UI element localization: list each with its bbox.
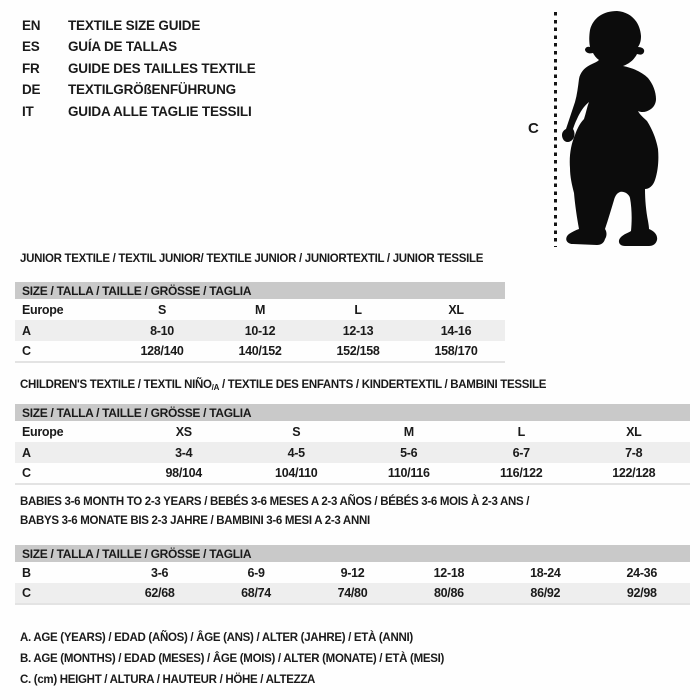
size-cell: 122/128 [612,466,656,480]
table-row [15,463,690,484]
size-cell: M [254,302,266,317]
babies-size-table [15,545,690,605]
size-cell: 6-9 [247,565,265,580]
language-title: TEXTILE SIZE GUIDE [68,18,201,33]
size-cell: XS [175,424,192,439]
table-row [15,421,690,442]
height-dotted-line [554,12,557,247]
size-cell: 3-6 [151,565,169,580]
note-age-months: B. AGE (MONTHS) / EDAD (MESES) / ÂGE (MOIS) / ALTER (MONATE) / ETÀ (MESI) [20,652,445,665]
language-row [22,36,256,57]
language-row [22,58,256,79]
height-measure-label: C [528,120,539,137]
table-row [15,442,690,463]
size-cell: M [403,424,414,439]
size-cell: 116/122 [500,466,543,480]
size-cell: 68/74 [208,583,304,604]
babies-title-line2: BABYS 3-6 MONATE BIS 2-3 JAHRE / BAMBINI 3-6 MESI A 2-3 ANNI [20,514,370,527]
size-table-header: SIZE / TALLA / TAILLE / GRÖSSE / TAGLIA [15,404,690,421]
size-cell: 10-12 [211,320,309,341]
size-cell: 14-16 [407,320,505,341]
table-row [15,341,505,362]
size-cell: XL [626,424,642,439]
size-cell: 8-10 [113,320,211,341]
row-label: Europe [22,424,64,439]
size-cell: 4-5 [240,442,353,463]
size-cell: 98/104 [165,466,202,480]
size-table-header: SIZE / TALLA / TAILLE / GRÖSSE / TAGLIA [15,545,690,562]
size-cell: 140/152 [238,344,282,358]
language-code: EN [22,18,41,33]
children-section-title [20,376,546,398]
size-cell: L [517,424,525,439]
size-cell: 3-4 [128,442,241,463]
language-code: FR [22,60,40,76]
size-cell: S [292,424,301,439]
language-row [22,101,256,122]
language-code: ES [22,39,40,55]
size-cell: 92/98 [594,583,690,604]
size-cell: 74/80 [304,583,400,604]
row-label: C [15,583,111,604]
language-list [22,15,256,122]
note-age-years: A. AGE (YEARS) / EDAD (AÑOS) / ÂGE (ANS) / ALTER (JAHRE) / ETÀ (ANNI) [20,632,413,644]
note-height-cm: C. (cm) HEIGHT / ALTURA / HAUTEUR / HÖHE / ALTEZZA [20,673,316,686]
table-row [15,320,505,341]
size-cell: 104/110 [275,466,318,480]
size-cell: 12-18 [433,565,465,580]
children-size-table [15,404,690,485]
size-cell: 24-36 [626,565,657,580]
size-cell: 158/170 [434,344,478,358]
size-cell: 9-12 [340,565,365,580]
children-title-sub: /A [211,383,220,392]
size-cell: 152/158 [336,344,380,358]
table-row [15,562,690,583]
junior-size-table [15,282,505,363]
size-table-header: SIZE / TALLA / TAILLE / GRÖSSE / TAGLIA [15,282,505,299]
size-cell: 110/116 [387,466,430,480]
babies-section-title [20,493,529,530]
size-cell: L [354,302,362,317]
size-cell: XL [448,302,464,317]
children-title-pre: CHILDREN'S TEXTILE / TEXTIL NIÑO [20,379,212,391]
row-label: A [15,442,128,463]
language-title: GUIDA ALLE TAGLIE TESSILI [68,103,252,119]
junior-section-title: JUNIOR TEXTILE / TEXTIL JUNIOR/ TEXTILE JUNIOR / JUNIORTEXTIL / JUNIOR TESSILE [20,253,484,265]
language-code: DE [22,82,41,98]
baby-silhouette [561,8,697,248]
size-cell: 86/92 [497,583,593,604]
size-cell: 80/86 [401,583,497,604]
size-cell: 6-7 [465,442,578,463]
size-cell: S [157,302,167,317]
children-title-post: / TEXTILE DES ENFANTS / KINDERTEXTIL / BAMBINI TESSILE [219,379,547,391]
row-label: C [22,466,31,480]
size-cell: 128/140 [140,344,184,358]
row-label: B [22,565,31,580]
language-title: GUIDE DES TAILLES TEXTILE [68,60,256,76]
language-row [22,79,256,100]
language-row [22,15,256,36]
row-label: Europe [22,302,64,317]
language-title: GUÍA DE TALLAS [68,39,177,55]
footnotes [20,628,444,691]
table-row [15,583,690,604]
size-cell: 18-24 [530,565,561,580]
size-cell: 62/68 [111,583,207,604]
language-title: TEXTILGRÖßENFÜHRUNG [68,82,236,98]
size-cell: 7-8 [578,442,691,463]
size-cell: 5-6 [353,442,466,463]
row-label: C [22,344,31,358]
language-code: IT [22,103,34,119]
table-row [15,299,505,320]
babies-title-line1: BABIES 3-6 MONTH TO 2-3 YEARS / BEBÉS 3-6 MESES A 2-3 AÑOS / BÉBÉS 3-6 MOIS À 2-3 ANS / [20,496,530,508]
row-label: A [15,320,113,341]
size-cell: 12-13 [309,320,407,341]
